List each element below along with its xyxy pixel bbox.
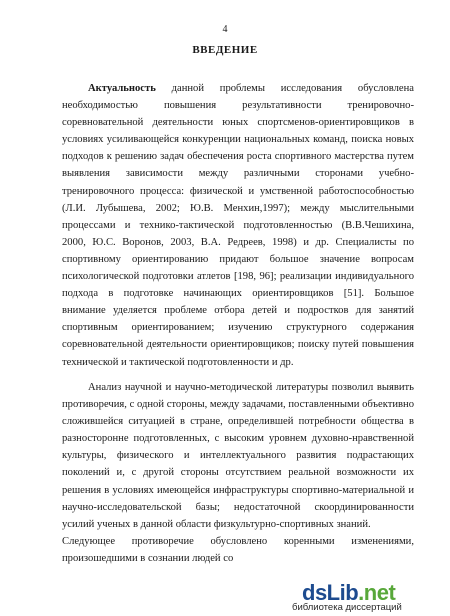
watermark-caption: библиотека диссертаций: [292, 602, 402, 613]
text-line: соревновательной деятельности ориентировщиков; поиску путей повышения: [62, 339, 414, 351]
text-line: спортивному ориентированию придают большое значение вопросам: [62, 253, 414, 265]
text-line: культуры, физического и интеллектуального развития подрастающих: [62, 450, 414, 462]
text-line: подхода в подготовке начинающих ориентировщиков [51]. Большое: [62, 288, 414, 300]
text-line: разносторонне подготовленных, с высоким уровнем духовно-нравственной: [62, 433, 414, 445]
text-line: произошедшими в сознании людей со: [62, 552, 234, 564]
text-line: подходов к решению задач обеспечения роста спортивного мастерства путем: [62, 151, 414, 163]
text-line: противоречия, с одной стороны, между задачами, поставленными объективно: [62, 399, 414, 411]
paragraph-analysis: [62, 379, 414, 567]
text-line: необходимостью повышения результативности тренировочно-: [62, 100, 414, 112]
text-line: внимание уделяется проблеме отбора детей и подростков для занятий: [62, 305, 414, 317]
text-line: Анализ научной и научно-методической литературы позволил выявить: [88, 382, 414, 393]
text-line: сложившейся ситуацией в стране, определившей потребности общества в: [62, 416, 414, 428]
text-line: тренировочного процесса: физической и умственной работоспособностью: [62, 185, 414, 197]
watermark-logo-main: dsLib: [302, 580, 359, 605]
text-line: решения в условиях имеющейся инфраструктуры спортивно-материальной и: [62, 484, 414, 496]
text-line: соревновательной деятельности юных спортсменов-ориентировщиков в: [62, 117, 414, 129]
text-line: спортивным ориентированием; изучению структурного содержания: [62, 322, 414, 334]
watermark: [274, 580, 444, 614]
section-heading: ВВЕДЕНИЕ: [192, 44, 258, 56]
keyword-actuality: Актуальность: [88, 83, 156, 94]
text-line: усилий ученых в данной области физкультурно-спортивных знаний.: [62, 518, 371, 530]
watermark-logo-tld: .net: [358, 580, 396, 605]
text-line: выявления зависимости между различными сторонами учебно-: [62, 168, 414, 180]
text-line: психологической подготовки атлетов [198, 96]; реализации индивидуального: [62, 271, 414, 283]
text-line: научно-исследовательской базы; недостаточной скоординированности: [62, 501, 414, 513]
page-number: 4: [222, 24, 228, 35]
text-line: поколений и, с другой стороны отсутствием реальной возможности их: [62, 467, 414, 479]
text-line: процессами и технико-тактической подготовленностью (В.В.Чешихина,: [62, 219, 414, 231]
text-line: (Л.И. Лубышева, 2002; Ю.В. Менхин,1997); между мыслительными: [62, 202, 414, 214]
text-line: [62, 80, 414, 97]
text-line: условиях усиливающейся конкуренции национальных команд, поиска новых: [62, 134, 414, 146]
text-line: технической и тактической подготовленности и др.: [62, 356, 294, 368]
text-line-rest: данной проблемы исследования обусловлена: [155, 83, 414, 94]
paragraph-actuality: [62, 80, 414, 371]
text-line: 2000, Ю.С. Воронов, 2003, В.А. Редреев, 1998) и др. Специалисты по: [62, 236, 414, 248]
text-line: Следующее противоречие обусловлено коренными изменениями,: [62, 535, 414, 547]
